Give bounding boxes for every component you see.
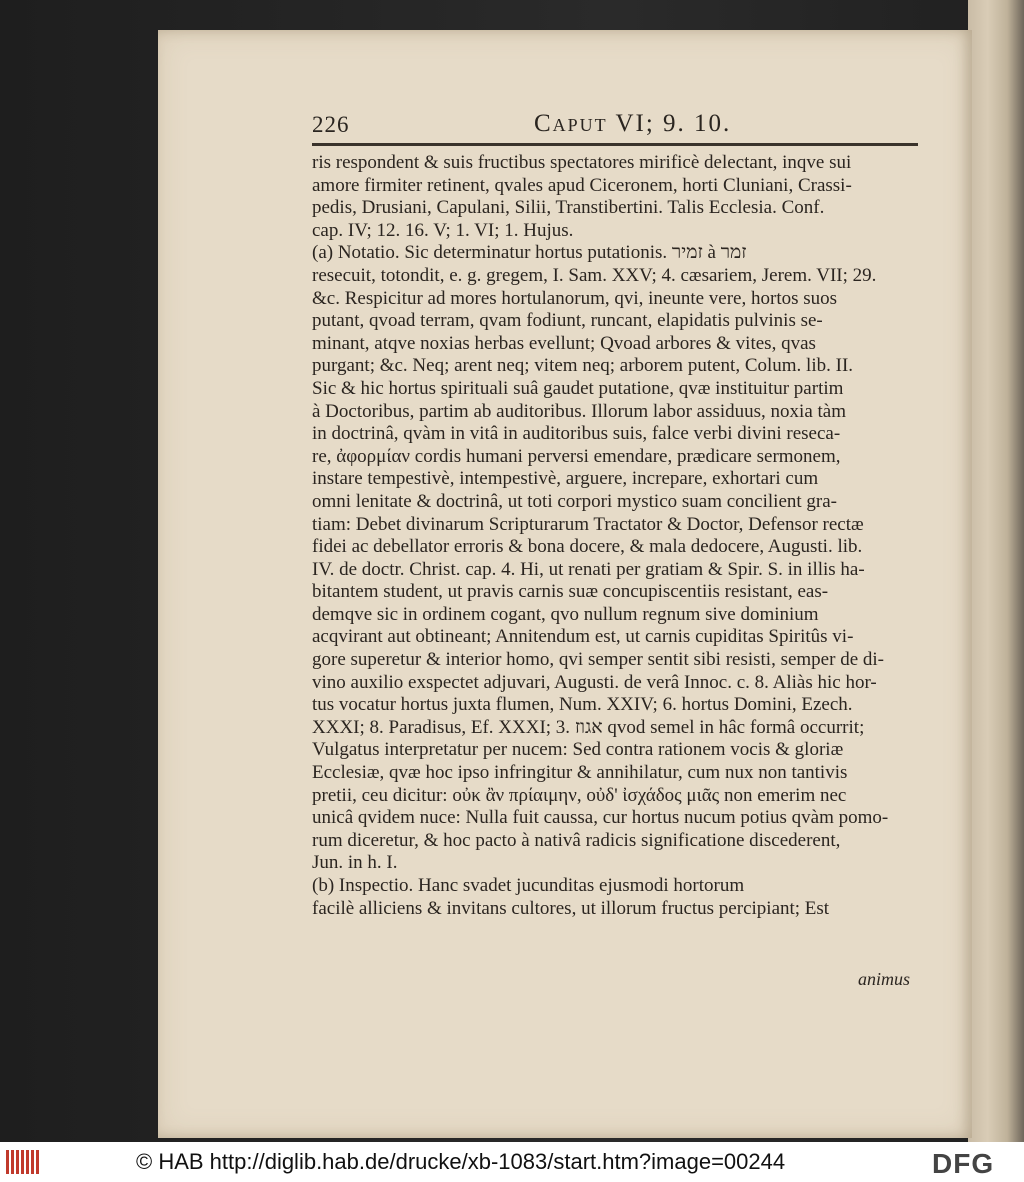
text-line: pedis, Drusiani, Capulani, Silii, Transtibertini. Talis Ecclesia. Conf. — [312, 197, 825, 219]
text-line: fidei ac debellator erroris & bona docere, & mala dedocere, Augusti. lib. — [312, 536, 863, 558]
text-line: re, ἀφορμίαν cordis humani perversi emendare, prædicare sermonem, — [312, 445, 841, 467]
text-line: Ecclesiæ, qvæ hoc ipso infringitur & annihilatur, cum nux non tantivis — [312, 762, 848, 784]
page-header — [312, 108, 918, 140]
text-line: rum diceretur, & hoc pacto à nativâ radicis significatione discederent, — [312, 829, 841, 851]
text-line: Sic & hic hortus spirituali suâ gaudet putatione, qvæ instituitur partim — [312, 377, 844, 399]
text-line: pretii, ceu dicitur: οὐκ ἂν πρίαιμην, οὐδ' ἰσχάδος μιᾶς non emerim nec — [312, 784, 847, 806]
text-line: putant, qvoad terram, qvam fodiunt, runcant, elapidatis pulvinis se- — [312, 310, 823, 332]
text-line: acqvirant aut obtineant; Annitendum est, ut carnis cupiditas Spiritûs vi- — [312, 626, 854, 648]
text-line: tus vocatur hortus juxta flumen, Num. XXIV; 6. hortus Domini, Ezech. — [312, 694, 853, 716]
footer-bar — [0, 1142, 1024, 1182]
dfg-logo: DFG — [932, 1148, 995, 1179]
text-line: tiam: Debet divinarum Scripturarum Tractator & Doctor, Defensor rectæ — [312, 513, 864, 535]
text-line: gore superetur & interior homo, qvi semper sentit sibi resisti, semper de di- — [312, 649, 884, 671]
next-page-edge — [968, 0, 1024, 1142]
text-line: resecuit, totondit, e. g. gregem, I. Sam. XXV; 4. cæsariem, Jerem. VII; 29. — [312, 264, 877, 286]
header-rule — [312, 143, 918, 146]
text-line: instare tempestivè, intempestivè, arguere, increpare, exhortari cum — [312, 468, 819, 490]
text-line: à Doctoribus, partim ab auditoribus. Illorum labor assiduus, noxia tàm — [312, 400, 847, 422]
text-line: (b) Inspectio. Hanc svadet jucunditas ejusmodi hortorum — [312, 875, 745, 896]
text-line: unicâ qvidem nuce: Nulla fuit caussa, cur hortus nucum potius qvàm pomo- — [312, 807, 889, 829]
copyright-link[interactable]: © HAB http://diglib.hab.de/drucke/xb-1083/start.htm?image=00244 — [136, 1149, 786, 1174]
text-line: IV. de doctr. Christ. cap. 4. Hi, ut renati per gratiam & Spir. S. in illis ha- — [312, 558, 865, 580]
text-line: vino auxilio exspectet adjuvari, Augusti. de verâ Innoc. c. 8. Aliàs hic hor- — [312, 671, 877, 693]
text-line: Jun. in h. I. — [312, 852, 398, 874]
body-text — [312, 152, 918, 920]
text-line: facilè alliciens & invitans cultores, ut illorum fructus percipiant; Est — [312, 897, 830, 919]
page-number: 226 — [312, 112, 350, 137]
text-line: demqve sic in ordinem cogant, qvo nullum regnum sive dominium — [312, 603, 819, 625]
catchword: animus — [858, 969, 911, 989]
text-line: Vulgatus interpretatur per nucem: Sed contra rationem vocis & gloriæ — [312, 739, 844, 761]
text-line: &c. Respicitur ad mores hortulanorum, qvi, ineunte vere, hortos suos — [312, 287, 838, 309]
text-line: in doctrinâ, qvàm in vitâ in auditoribus suis, falce verbi divini reseca- — [312, 423, 841, 445]
text-line: (a) Notatio. Sic determinatur hortus putationis. זמיר à זמר — [312, 242, 747, 264]
text-line: ris respondent & suis fructibus spectatores mirificè delectant, inqve sui — [312, 152, 852, 173]
text-line: cap. IV; 12. 16. V; 1. VI; 1. Hujus. — [312, 219, 574, 241]
text-line: bitantem student, ut pravis carnis suæ concupiscentiis resistant, eas- — [312, 581, 829, 603]
running-head: Caput VI; 9. 10. — [534, 110, 732, 137]
text-line: minant, atqve noxias herbas evellunt; Qvoad arbores & vites, qvas — [312, 332, 816, 354]
text-line: XXXI; 8. Paradisus, Ef. XXXI; 3. אגוז qvod semel in hâc formâ occurrit; — [312, 716, 865, 738]
hab-logo-icon — [6, 1150, 46, 1174]
text-line: purgant; &c. Neq; arent neq; vitem neq; arborem putent, Colum. lib. II. — [312, 355, 854, 377]
text-line: amore firmiter retinent, qvales apud Ciceronem, horti Cluniani, Crassi- — [312, 174, 852, 196]
text-line: omni lenitate & doctrinâ, ut toti corpori mystico suam concilient gra- — [312, 490, 838, 512]
